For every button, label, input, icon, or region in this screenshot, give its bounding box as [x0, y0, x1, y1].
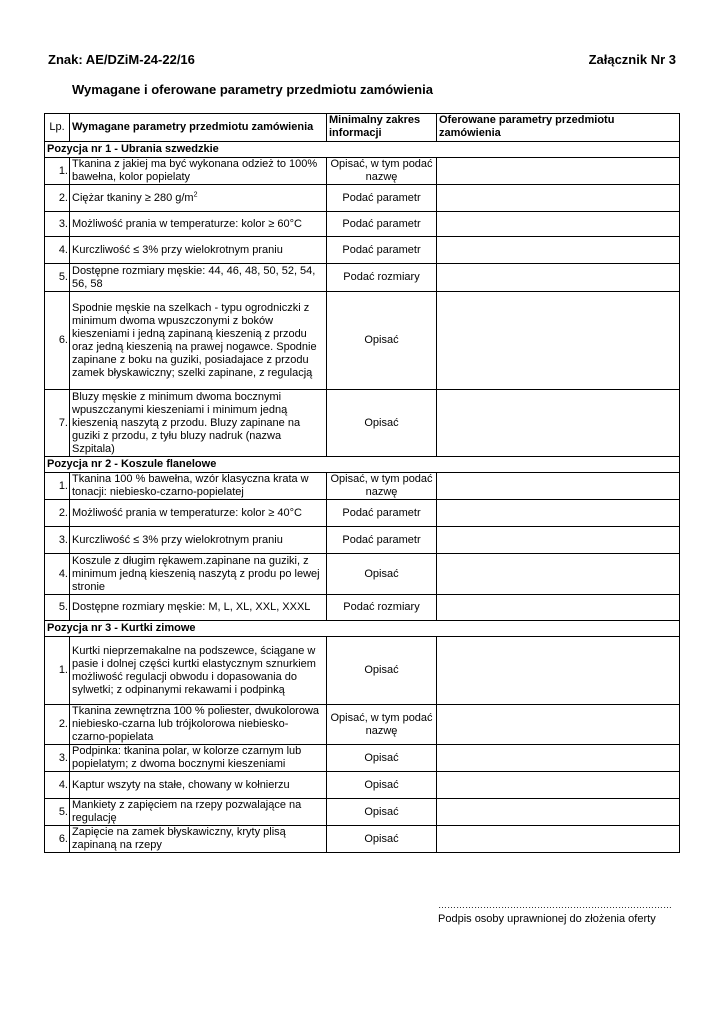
required-parameter: Kaptur wszyty na stałe, chowany w kołnierzu — [70, 772, 327, 799]
offered-parameter-cell[interactable] — [437, 390, 680, 457]
table-row — [45, 772, 680, 799]
minimum-information: Podać parametr — [327, 185, 437, 212]
table-body — [45, 142, 680, 853]
row-number: 3. — [45, 527, 70, 554]
row-number: 1. — [45, 637, 70, 705]
offered-parameter-cell[interactable] — [437, 185, 680, 212]
offered-parameter-cell[interactable] — [437, 473, 680, 500]
offered-parameter-cell[interactable] — [437, 237, 680, 264]
row-number: 6. — [45, 826, 70, 853]
section-header-row — [45, 621, 680, 637]
minimum-information: Opisać — [327, 637, 437, 705]
minimum-information: Podać parametr — [327, 527, 437, 554]
table-row — [45, 212, 680, 237]
required-parameter: Kurczliwość ≤ 3% przy wielokrotnym praniu — [70, 527, 327, 554]
minimum-information: Opisać, w tym podać nazwę — [327, 473, 437, 500]
row-number: 3. — [45, 212, 70, 237]
table-row — [45, 554, 680, 595]
minimum-information: Opisać — [327, 745, 437, 772]
column-header-lp: Lp. — [45, 114, 70, 142]
table-row — [45, 527, 680, 554]
required-parameter: Dostępne rozmiary męskie: M, L, XL, XXL, XXXL — [70, 595, 327, 621]
offered-parameter-cell[interactable] — [437, 595, 680, 621]
column-header-minimum: Minimalny zakres informacji — [327, 114, 437, 142]
attachment-number: Załącznik Nr 3 — [588, 52, 676, 67]
offered-parameter-cell[interactable] — [437, 772, 680, 799]
table-row — [45, 637, 680, 705]
row-number: 5. — [45, 595, 70, 621]
required-parameter: Zapięcie na zamek błyskawiczny, kryty plisą zapinaną na rzepy — [70, 826, 327, 853]
offered-parameter-cell[interactable] — [437, 527, 680, 554]
page-title: Wymagane i oferowane parametry przedmiotu zamówienia — [72, 82, 433, 97]
minimum-information: Opisać — [327, 799, 437, 826]
required-parameter: Koszule z długim rękawem.zapinane na guziki, z minimum jedną kieszenią naszytą z produ po lewej stronie — [70, 554, 327, 595]
table-row — [45, 473, 680, 500]
row-number: 2. — [45, 185, 70, 212]
table-row — [45, 237, 680, 264]
table-row — [45, 595, 680, 621]
table-row — [45, 500, 680, 527]
minimum-information: Opisać, w tym podać nazwę — [327, 705, 437, 745]
table-row — [45, 705, 680, 745]
row-number: 4. — [45, 772, 70, 799]
row-number: 7. — [45, 390, 70, 457]
offered-parameter-cell[interactable] — [437, 826, 680, 853]
row-number: 4. — [45, 237, 70, 264]
section-header-row — [45, 142, 680, 158]
offered-parameter-cell[interactable] — [437, 158, 680, 185]
table-row — [45, 826, 680, 853]
table-row — [45, 185, 680, 212]
table-row — [45, 158, 680, 185]
minimum-information: Opisać — [327, 772, 437, 799]
row-number: 1. — [45, 158, 70, 185]
required-parameter: Podpinka: tkanina polar, w kolorze czarnym lub popielatym; z dwoma bocznymi kieszeniami — [70, 745, 327, 772]
offered-parameter-cell[interactable] — [437, 745, 680, 772]
section-title: Pozycja nr 1 - Ubrania szwedzkie — [45, 142, 680, 158]
minimum-information: Podać parametr — [327, 237, 437, 264]
minimum-information: Podać rozmiary — [327, 264, 437, 292]
required-parameter: Możliwość prania w temperaturze: kolor ≥ 60°C — [70, 212, 327, 237]
row-number: 1. — [45, 473, 70, 500]
required-parameter: Kurtki nieprzemakalne na podszewce, ściągane w pasie i dolnej części kurtki elastycznym sznurkiem możliwość regulacji obwodu i dopasowania do sylwetki; z odpinanymi rekawami i podpinką — [70, 637, 327, 705]
offered-parameter-cell[interactable] — [437, 212, 680, 237]
minimum-information: Podać rozmiary — [327, 595, 437, 621]
table-row — [45, 390, 680, 457]
unit-superscript: 2 — [193, 190, 198, 198]
minimum-information: Opisać — [327, 390, 437, 457]
offered-parameter-cell[interactable] — [437, 637, 680, 705]
required-parameter: Kurczliwość ≤ 3% przy wielokrotnym praniu — [70, 237, 327, 264]
table-row — [45, 292, 680, 390]
section-title: Pozycja nr 3 - Kurtki zimowe — [45, 621, 680, 637]
required-parameter: Tkanina zewnętrzna 100 % poliester, dwukolorowa niebiesko-czarna lub trójkolorowa niebiesko-czarno-popielata — [70, 705, 327, 745]
row-number: 5. — [45, 799, 70, 826]
offered-parameter-cell[interactable] — [437, 264, 680, 292]
signature-label: Podpis osoby uprawnionej do złożenia oferty — [438, 913, 656, 925]
column-header-offered: Oferowane parametry przedmiotu zamówienia — [437, 114, 680, 142]
offered-parameter-cell[interactable] — [437, 292, 680, 390]
section-header-row — [45, 457, 680, 473]
required-parameter — [70, 185, 327, 212]
row-number: 6. — [45, 292, 70, 390]
minimum-information: Podać parametr — [327, 212, 437, 237]
row-number: 4. — [45, 554, 70, 595]
minimum-information: Podać parametr — [327, 500, 437, 527]
row-number: 3. — [45, 745, 70, 772]
table-row — [45, 745, 680, 772]
parameters-table — [44, 113, 680, 853]
required-parameter: Spodnie męskie na szelkach - typu ogrodniczki z minimum dwoma wpuszczonymi z boków kieszeniami i jedną zapinaną kieszenią z przodu oraz jedną kieszenią na prawej nogawce. Spodnie zapinane z boku na guziki, posiadajace z przodu zamek błyskawiczny; szelki zapinane, z regulacją — [70, 292, 327, 390]
offered-parameter-cell[interactable] — [437, 554, 680, 595]
required-parameter: Tkanina z jakiej ma być wykonana odzież to 100% bawełna, kolor popielaty — [70, 158, 327, 185]
table-row — [45, 264, 680, 292]
required-parameter: Tkanina 100 % bawełna, wzór klasyczna krata w tonacji: niebiesko-czarno-popielatej — [70, 473, 327, 500]
table-row — [45, 799, 680, 826]
minimum-information: Opisać — [327, 292, 437, 390]
parameter-text: Ciężar tkaniny ≥ 280 g/m — [72, 191, 194, 204]
column-header-required: Wymagane parametry przedmiotu zamówienia — [70, 114, 327, 142]
minimum-information: Opisać, w tym podać nazwę — [327, 158, 437, 185]
minimum-information: Opisać — [327, 826, 437, 853]
required-parameter: Bluzy męskie z minimum dwoma bocznymi wpuszczanymi kieszeniami i minimum jedną kieszenią naszytą z przodu. Bluzy zapinane na guziki z przodu, z tyłu bluzy nadruk (nazwa Szpitala) — [70, 390, 327, 457]
required-parameter: Mankiety z zapięciem na rzepy pozwalające na regulację — [70, 799, 327, 826]
offered-parameter-cell[interactable] — [437, 799, 680, 826]
row-number: 5. — [45, 264, 70, 292]
signature-line: …………………………………………………………………… — [438, 900, 672, 910]
offered-parameter-cell[interactable] — [437, 705, 680, 745]
offered-parameter-cell[interactable] — [437, 500, 680, 527]
minimum-information: Opisać — [327, 554, 437, 595]
section-title: Pozycja nr 2 - Koszule flanelowe — [45, 457, 680, 473]
document-reference: Znak: AE/DZiM-24-22/16 — [48, 52, 195, 67]
row-number: 2. — [45, 705, 70, 745]
required-parameter: Dostępne rozmiary męskie: 44, 46, 48, 50, 52, 54, 56, 58 — [70, 264, 327, 292]
row-number: 2. — [45, 500, 70, 527]
required-parameter: Możliwość prania w temperaturze: kolor ≥ 40°C — [70, 500, 327, 527]
